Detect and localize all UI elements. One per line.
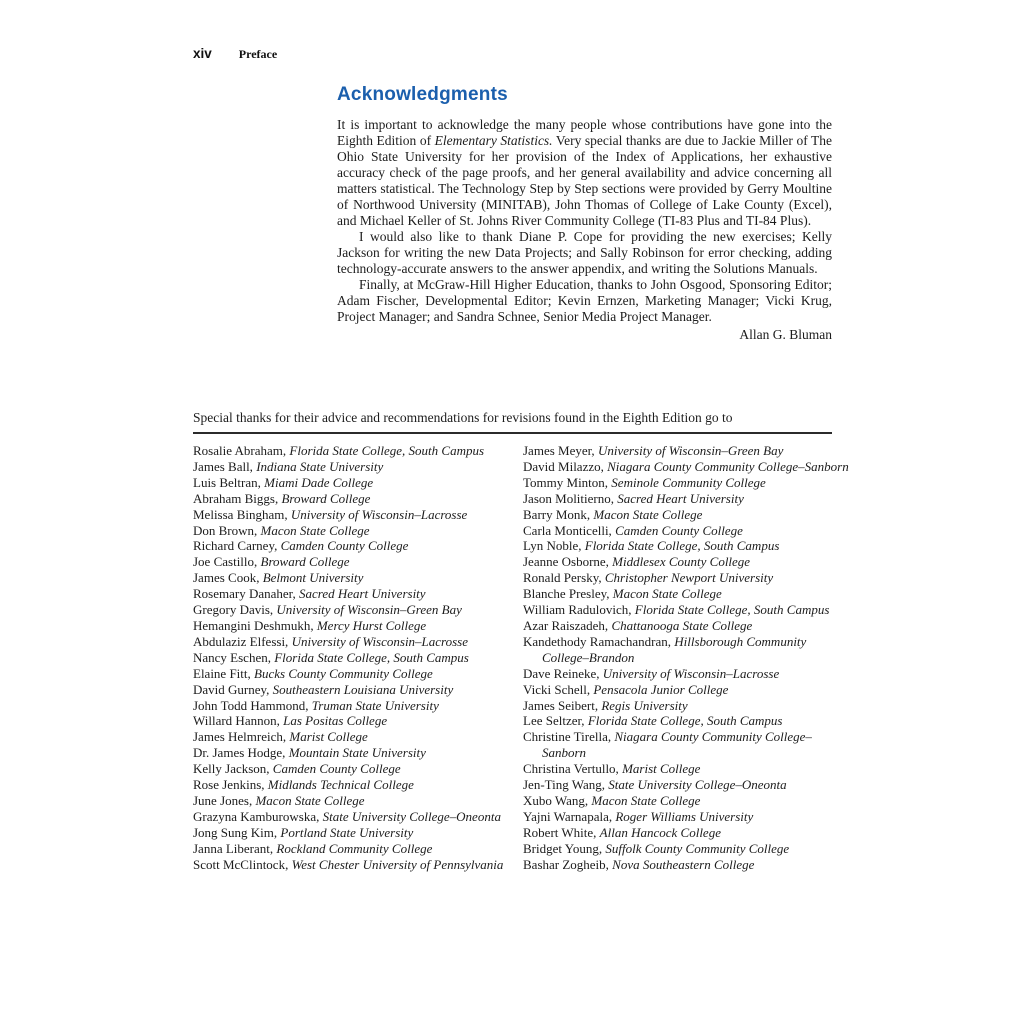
list-item xyxy=(193,698,511,714)
page-number: xiv xyxy=(193,46,212,61)
list-item xyxy=(193,602,511,618)
reviewer-affiliation: Macon State College xyxy=(612,586,722,602)
reviewer-affiliation: Camden County College xyxy=(615,522,743,538)
reviewer-affiliation: Nova Southeastern College xyxy=(612,856,755,872)
reviewer-name: Tommy Minton, xyxy=(523,474,612,490)
reviewer-name: Rose Jenkins, xyxy=(193,777,268,793)
reviewer-name: James Helmreich, xyxy=(193,729,290,745)
reviewer-affiliation: University of Wisconsin–Lacrosse xyxy=(602,665,780,681)
reviewer-name: Gregory Davis, xyxy=(193,602,277,618)
reviewer-affiliation: Southeastern Louisiana University xyxy=(272,681,454,697)
reviewer-affiliation: Florida State College, South Campus xyxy=(587,713,783,729)
list-item xyxy=(523,841,855,857)
reviewer-name: Carla Monticelli, xyxy=(523,522,616,538)
reviewer-affiliation: Broward College xyxy=(281,490,371,506)
reviewer-name: Janna Liberant, xyxy=(193,840,277,856)
list-item xyxy=(193,523,511,539)
reviewer-affiliation: Bucks County Community College xyxy=(254,665,433,681)
reviewer-affiliation: Sacred Heart University xyxy=(617,490,744,506)
list-item xyxy=(193,507,511,523)
list-item xyxy=(193,491,511,507)
reviewer-name: Vicki Schell, xyxy=(523,681,594,697)
reviewer-affiliation: Miami Dade College xyxy=(264,474,374,490)
reviewer-name: John Todd Hammond, xyxy=(193,697,312,713)
reviewer-name: Abraham Biggs, xyxy=(193,490,282,506)
list-item xyxy=(193,793,511,809)
reviewer-affiliation: Mercy Hurst College xyxy=(316,617,427,633)
reviewer-affiliation: Seminole Community College xyxy=(611,474,766,490)
reviewers-intro: Special thanks for their advice and recommendations for revisions found in the Eighth Edition go to xyxy=(193,410,733,425)
reviewer-affiliation: Florida State College, South Campus xyxy=(584,538,780,554)
list-item xyxy=(523,554,855,570)
reviewer-affiliation: Christopher Newport University xyxy=(604,570,774,586)
reviewer-affiliation: Suffolk County Community College xyxy=(605,840,790,856)
list-item xyxy=(523,761,855,777)
reviewer-name: Joe Castillo, xyxy=(193,554,261,570)
reviewer-name: Luis Beltran, xyxy=(193,474,265,490)
reviewer-affiliation: Florida State College, South Campus xyxy=(634,602,830,618)
book-title-italic: Elementary Statistics. xyxy=(434,133,553,148)
reviewer-name: Jen-Ting Wang, xyxy=(523,777,609,793)
reviewer-name: Elaine Fitt, xyxy=(193,665,255,681)
reviewer-affiliation: Truman State University xyxy=(311,697,439,713)
reviewer-affiliation: University of Wisconsin–Green Bay xyxy=(597,443,784,458)
running-head xyxy=(193,46,277,62)
acknowledgments-paragraph-1 xyxy=(337,117,832,229)
reviewer-name: Barry Monk, xyxy=(523,506,594,522)
reviewer-name: Azar Raiszadeh, xyxy=(523,617,612,633)
reviewer-name: June Jones, xyxy=(193,792,256,808)
reviewer-affiliation: Hillsborough Community College–Brandon xyxy=(542,633,807,665)
reviewer-name: Willard Hannon, xyxy=(193,713,284,729)
reviewer-affiliation: State University College–Oneonta xyxy=(608,777,787,793)
reviewer-name: Kelly Jackson, xyxy=(193,761,273,777)
reviewer-affiliation: Midlands Technical College xyxy=(267,777,414,793)
acknowledgments-section xyxy=(337,84,832,357)
reviewer-affiliation: Chattanooga State College xyxy=(611,617,753,633)
reviewer-name: James Seibert, xyxy=(523,697,602,713)
list-item xyxy=(523,586,855,602)
reviewer-affiliation: Pensacola Junior College xyxy=(593,681,729,697)
list-item xyxy=(193,554,511,570)
list-item xyxy=(523,729,855,761)
list-item xyxy=(193,634,511,650)
list-item xyxy=(193,809,511,825)
list-item xyxy=(193,777,511,793)
reviewer-affiliation: Macon State College xyxy=(593,506,703,522)
reviewer-affiliation: Sacred Heart University xyxy=(298,586,426,602)
reviewer-name: Lyn Noble, xyxy=(523,538,585,554)
reviewer-name: Ronald Persky, xyxy=(523,570,605,586)
reviewer-name: Blanche Presley, xyxy=(523,586,613,602)
reviewer-name: Hemangini Deshmukh, xyxy=(193,617,317,633)
reviewer-name: Bashar Zogheib, xyxy=(523,856,613,872)
list-item xyxy=(193,729,511,745)
list-item xyxy=(193,841,511,857)
reviewer-name: Xubo Wang, xyxy=(523,792,592,808)
reviewer-affiliation: Allan Hancock College xyxy=(599,824,721,840)
reviewer-affiliation: Macon State College xyxy=(260,522,370,538)
reviewer-affiliation: Las Positas College xyxy=(283,713,388,729)
reviewer-name: James Cook, xyxy=(193,570,263,586)
reviewer-name: Scott McClintock, xyxy=(193,856,292,872)
reviewer-affiliation: Portland State University xyxy=(280,824,414,840)
reviewer-affiliation: Niagara County Community College–Sanborn xyxy=(542,729,812,761)
acknowledgments-paragraph-2: I would also like to thank Diane P. Cope for providing the new exercises; Kelly Jackson for writing the new Data Projects; and Sally Robinson for error checking, adding technology-accurate answers to the answer appendix, and writing the Solutions Manuals. xyxy=(337,229,832,276)
reviewer-affiliation: Broward College xyxy=(260,554,350,570)
reviewer-affiliation: Camden County College xyxy=(280,538,409,554)
list-item xyxy=(193,475,511,491)
list-item xyxy=(523,475,855,491)
reviewer-name: Richard Carney, xyxy=(193,538,281,554)
reviewer-affiliation: Macon State College xyxy=(591,792,701,808)
reviewer-affiliation: University of Wisconsin–Lacrosse xyxy=(291,633,469,649)
reviewer-name: Nancy Eschen, xyxy=(193,649,275,665)
acknowledgments-paragraph-3: Finally, at McGraw-Hill Higher Education, thanks to John Osgood, Sponsoring Editor; Adam Fischer, Developmental Editor; Kevin Ernzen, Marketing Manager; Vicki Krug, Project Manager; and Sandra Schnee, Senior Media Project Manager. xyxy=(337,277,832,324)
reviewer-column-left xyxy=(193,443,523,872)
reviewer-name: James Meyer, xyxy=(523,443,598,458)
list-item xyxy=(523,602,855,618)
reviewer-affiliation: West Chester University of Pennsylvania xyxy=(291,856,504,872)
list-item xyxy=(193,650,511,666)
reviewer-affiliation: Indiana State University xyxy=(256,458,384,474)
list-item xyxy=(523,570,855,586)
author-signature: Allan G. Bluman xyxy=(739,327,832,342)
reviewer-name: Rosalie Abraham, xyxy=(193,443,290,458)
list-item xyxy=(523,538,855,554)
reviewer-affiliation: Marist College xyxy=(622,761,701,777)
reviewer-name: Don Brown, xyxy=(193,522,261,538)
list-item xyxy=(193,618,511,634)
paragraph-text: It is important to acknowledge the many people whose contributions have gone into the Eighth Edition of xyxy=(337,117,832,148)
reviewer-affiliation: Florida State College, South Campus xyxy=(289,443,485,458)
reviewer-name: James Ball, xyxy=(193,458,257,474)
list-item xyxy=(523,682,855,698)
list-item xyxy=(193,586,511,602)
divider-rule xyxy=(193,432,832,434)
reviewer-name: Dave Reineke, xyxy=(523,665,603,681)
reviewer-affiliation: University of Wisconsin–Lacrosse xyxy=(290,506,468,522)
reviewer-columns xyxy=(193,443,855,872)
reviewer-affiliation: University of Wisconsin–Green Bay xyxy=(276,602,462,618)
list-item xyxy=(523,777,855,793)
reviewers-section xyxy=(193,409,855,872)
reviewer-name: Dr. James Hodge, xyxy=(193,745,289,761)
reviewer-name: Abdulaziz Elfessi, xyxy=(193,633,292,649)
list-item xyxy=(193,570,511,586)
reviewer-column-right xyxy=(523,443,855,872)
list-item xyxy=(523,443,855,459)
reviewer-name: Kandethody Ramachandran, xyxy=(523,633,675,649)
reviewer-name: William Radulovich, xyxy=(523,602,635,618)
list-item xyxy=(523,634,855,666)
reviewer-name: Yajni Warnapala, xyxy=(523,808,616,824)
reviewer-affiliation: Niagara County Community College–Sanborn xyxy=(607,458,849,474)
list-item xyxy=(193,443,511,459)
list-item xyxy=(193,713,511,729)
list-item xyxy=(523,491,855,507)
list-item xyxy=(523,698,855,714)
reviewer-name: Grazyna Kamburowska, xyxy=(193,808,323,824)
reviewer-name: David Milazzo, xyxy=(523,458,608,474)
reviewer-affiliation: Florida State College, South Campus xyxy=(274,649,469,665)
reviewer-name: Robert White, xyxy=(523,824,600,840)
running-title: Preface xyxy=(238,47,278,61)
acknowledgments-heading: Acknowledgments xyxy=(337,84,508,105)
reviewer-affiliation: Rockland Community College xyxy=(276,840,433,856)
list-item xyxy=(523,793,855,809)
reviewer-name: Christine Tirella, xyxy=(523,729,615,745)
list-item xyxy=(193,666,511,682)
reviewer-affiliation: State University College–Oneonta xyxy=(322,808,501,824)
paragraph-text: Very special thanks are due to Jackie Miller of The Ohio State University for her provision of the Index of Applications, her exhaustive accuracy check of the page proofs, and her general availability and advice concerning all matters statistical. The Technology Step by Step sections were provided by Gerry Moultine of Northwood University (MINITAB), John Thomas of College of Lake County (Excel), and Michael Keller of St. Johns River Community College (TI-83 Plus and TI-84 Plus). xyxy=(337,133,832,228)
reviewer-affiliation: Regis University xyxy=(601,697,688,713)
list-item xyxy=(193,538,511,554)
reviewer-name: Lee Seltzer, xyxy=(523,713,588,729)
reviewer-name: Rosemary Danaher, xyxy=(193,586,299,602)
list-item xyxy=(193,682,511,698)
reviewer-name: Jong Sung Kim, xyxy=(193,824,281,840)
reviewer-name: David Gurney, xyxy=(193,681,273,697)
reviewer-affiliation: Marist College xyxy=(289,729,368,745)
list-item xyxy=(523,507,855,523)
reviewer-name: Melissa Bingham, xyxy=(193,506,291,522)
reviewer-affiliation: Camden County College xyxy=(272,761,401,777)
reviewer-name: Christina Vertullo, xyxy=(523,761,623,777)
list-item xyxy=(193,857,511,873)
reviewer-affiliation: Roger Williams University xyxy=(615,808,754,824)
reviewer-affiliation: Belmont University xyxy=(262,570,364,586)
reviewer-affiliation: Macon State College xyxy=(255,792,365,808)
list-item xyxy=(523,666,855,682)
reviewer-affiliation: Middlesex County College xyxy=(612,554,751,570)
reviewer-name: Jason Molitierno, xyxy=(523,490,618,506)
reviewer-affiliation: Mountain State University xyxy=(288,745,426,761)
reviewer-name: Jeanne Osborne, xyxy=(523,554,613,570)
list-item xyxy=(193,745,511,761)
list-item xyxy=(193,761,511,777)
list-item xyxy=(523,459,855,475)
list-item xyxy=(523,857,855,873)
list-item xyxy=(523,825,855,841)
reviewer-name: Bridget Young, xyxy=(523,840,606,856)
list-item xyxy=(523,713,855,729)
list-item xyxy=(523,618,855,634)
list-item xyxy=(523,523,855,539)
list-item xyxy=(193,825,511,841)
list-item xyxy=(193,459,511,475)
list-item xyxy=(523,809,855,825)
